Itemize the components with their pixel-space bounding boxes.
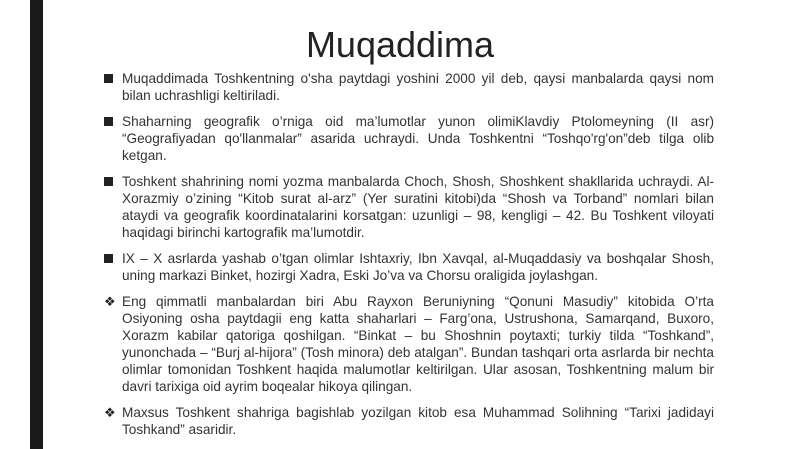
list-item-text: Toshkent shahrining nomi yozma manbalarda Choch, Shosh, Shoshkent shakllarida uchraydi. Al-Xorazmiy o’zining “Kitob surat al-arz” (Yer suratini kitobi)da “Shosh va Torband” nomlari bilan ataydi va geografik koordinatalarini korsatgan: uzunligi – 98, kengligi – 42. Bu Toshkent viloyati haqidagi birinchi kartografik ma’lumotdir. bbox=[122, 174, 714, 240]
diamond-bullet-icon: ❖ bbox=[104, 405, 116, 420]
list-item bbox=[108, 113, 714, 164]
square-bullet-icon bbox=[104, 250, 113, 267]
list-item bbox=[108, 70, 714, 104]
list-item-text: IX – X asrlarda yashab o’tgan olimlar Ishtaxriy, Ibn Xavqal, al-Muqaddasiy va boshqalar Shosh, uning markazi Binket, hozirgi Xadra, Eski Jo’va va Chorsu oraligida joylashgan. bbox=[122, 251, 714, 283]
list-item-text: Shaharning geografik o’rniga oid ma’lumotlar yunon olimiKlavdiy Ptolomeyning (II asr) “Geografiyadan qo'llanmalar” asarida uchraydi. Unda Toshkentni “Toshqo'rg'on”deb tilga olib ketgan. bbox=[122, 114, 714, 163]
list-item bbox=[108, 250, 714, 284]
list-item bbox=[104, 404, 714, 438]
list-item-text: Eng qimmatli manbalardan biri Abu Rayxon Beruniyning “Qonuni Masudiy” kitobida O’rta Osiyoning osha paytdagii eng katta shaharlari – Farg’ona, Ustrushona, Samarqand, Buxoro, Xorazm kabilar qatoriga qoshilgan. “Binkat – bu Shoshnin poytaxti; turkiy tilda “Toshkand”, yunonchada – “Burj al-hijora” (Tosh minora) deb atalgan”. Bundan tashqari orta asrlarda bir nechta olimlar tomonidan Toshkent haqida malumotlar keltirilgan. Ular asosan, Toshkentning malum bir davri tarixiga oid ayrim boqealar hikoya qilingan. bbox=[122, 294, 714, 394]
bullet-list bbox=[104, 70, 714, 447]
list-item bbox=[104, 293, 714, 395]
square-bullet-icon bbox=[104, 113, 113, 130]
slide-title: Muqaddima bbox=[305, 24, 495, 65]
diamond-bullet-icon: ❖ bbox=[104, 294, 116, 309]
square-bullet-icon bbox=[104, 70, 113, 87]
list-item-text: Muqaddimada Toshkentning o'sha paytdagi yoshini 2000 yil deb, qaysi manbalarda qaysi nom bilan uchrashligi keltiriladi. bbox=[122, 71, 714, 103]
square-bullet-icon bbox=[104, 173, 113, 190]
list-item-text: Maxsus Toshkent shahriga bagishlab yozilgan kitob esa Muhammad Solihning “Tarixi jadidayi Toshkand” asaridir. bbox=[122, 405, 714, 437]
left-accent-bar bbox=[30, 0, 43, 449]
list-item bbox=[108, 173, 714, 241]
